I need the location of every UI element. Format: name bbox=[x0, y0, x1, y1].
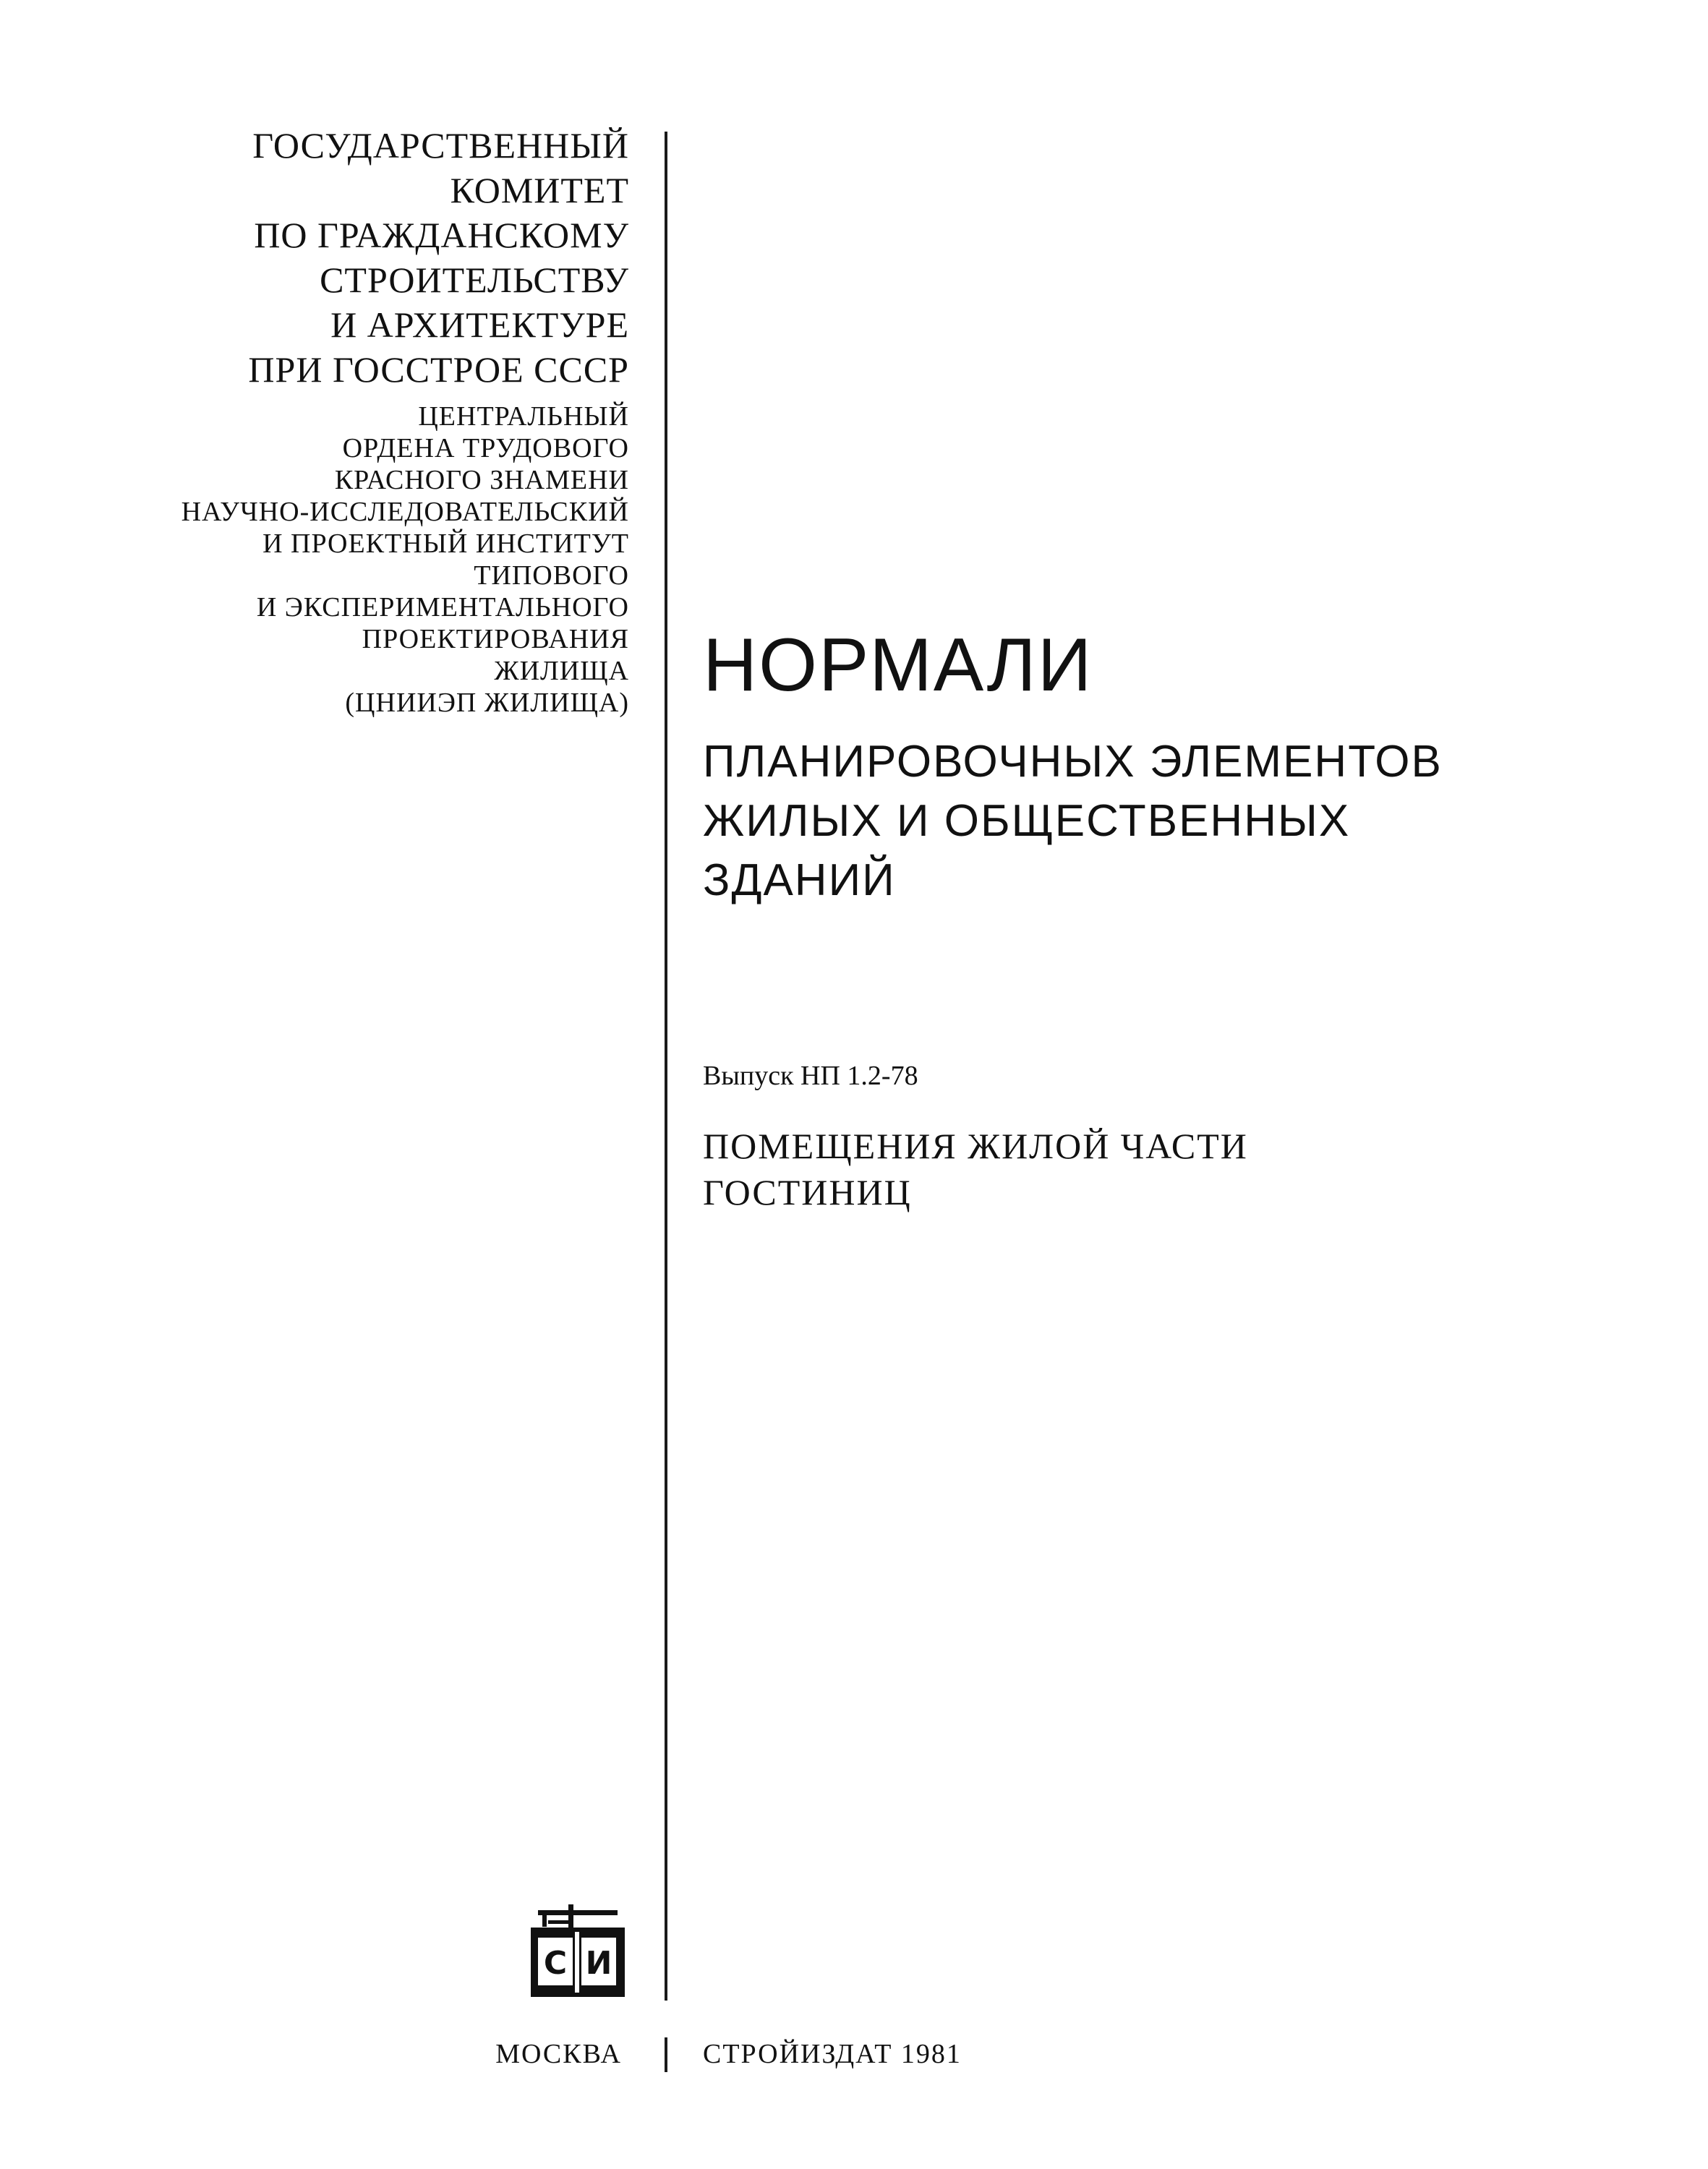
section-title bbox=[703, 1123, 1248, 1215]
institute-line: ЖИЛИЩА bbox=[494, 656, 629, 686]
institute-line: (ЦНИИЭП ЖИЛИЩА) bbox=[345, 688, 629, 718]
institute-line: КРАСНОГО ЗНАМЕНИ bbox=[334, 465, 629, 495]
section-title-line: ГОСТИНИЦ bbox=[703, 1172, 912, 1212]
institute-line: И ПРОЕКТНЫЙ ИНСТИТУТ bbox=[262, 529, 629, 559]
issue-number: Выпуск НП 1.2-78 bbox=[703, 1061, 918, 1091]
institute-line: ЦЕНТРАЛЬНЫЙ bbox=[418, 401, 629, 432]
committee-line: КОМИТЕТ bbox=[450, 170, 629, 210]
institute-line: ОРДЕНА ТРУДОВОГО bbox=[342, 433, 629, 463]
publisher-and-year: СТРОЙИЗДАТ 1981 bbox=[703, 2039, 962, 2069]
subtitle-line: ЖИЛЫХ И ОБЩЕСТВЕННЫХ bbox=[703, 796, 1351, 846]
subtitle-line: ПЛАНИРОВОЧНЫХ ЭЛЕМЕНТОВ bbox=[703, 737, 1443, 787]
logo-letter: И bbox=[585, 1945, 612, 1982]
institute-line: И ЭКСПЕРИМЕНТАЛЬНОГО bbox=[256, 592, 629, 623]
committee-name bbox=[87, 123, 629, 392]
stroyizdat-logo-icon bbox=[524, 1903, 632, 2001]
subtitle-line: ЗДАНИЙ bbox=[703, 855, 896, 905]
footer-divider bbox=[665, 2037, 667, 2072]
vertical-divider bbox=[665, 132, 667, 2001]
section-title-line: ПОМЕЩЕНИЯ ЖИЛОЙ ЧАСТИ bbox=[703, 1126, 1248, 1166]
institute-line: ПРОЕКТИРОВАНИЯ bbox=[362, 624, 629, 654]
committee-line: ПО ГРАЖДАНСКОМУ bbox=[254, 215, 629, 255]
main-title: НОРМАЛИ bbox=[703, 623, 1093, 707]
subtitle bbox=[703, 732, 1443, 910]
committee-line: СТРОИТЕЛЬСТВУ bbox=[320, 260, 629, 300]
committee-line: ГОСУДАРСТВЕННЫЙ bbox=[252, 125, 629, 166]
logo-letter: С bbox=[543, 1945, 568, 1982]
institute-name bbox=[87, 401, 629, 719]
committee-line: И АРХИТЕКТУРЕ bbox=[330, 304, 629, 345]
institute-line: НАУЧНО-ИССЛЕДОВАТЕЛЬСКИЙ bbox=[181, 497, 629, 527]
institute-line: ТИПОВОГО bbox=[474, 560, 629, 591]
issuing-organization-block bbox=[87, 123, 629, 719]
committee-line: ПРИ ГОССТРОЕ СССР bbox=[248, 349, 629, 390]
publication-city: МОСКВА bbox=[495, 2039, 622, 2069]
